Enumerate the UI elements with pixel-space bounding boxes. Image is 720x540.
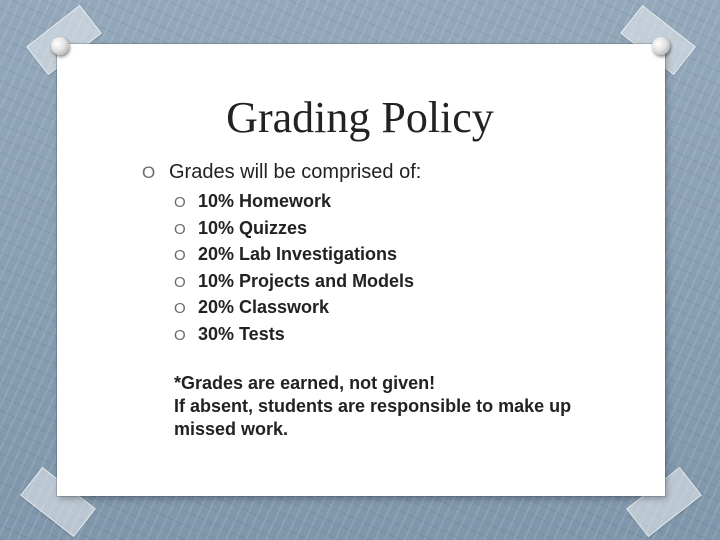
note-line-absent: If absent, students are responsible to make up missed work. [174,396,572,439]
bullet-icon: O [174,247,186,265]
grade-breakdown-list [174,188,414,348]
bullet-icon: O [174,220,186,238]
list-item-label: 10% Homework [198,191,332,211]
list-item-label: 10% Projects and Models [198,270,415,291]
lead-emphasis: Grades [169,161,235,183]
lead-bullet [142,161,421,184]
lead-text: will be comprised of: [234,161,422,183]
slide-title: Grading Policy [226,93,494,142]
list-item-label: 30% Tests [198,323,285,344]
bullet-icon: O [174,326,186,344]
note-line-earned: *Grades are earned, not given! [174,373,436,393]
list-item-label: 10% Quizzes [198,217,308,238]
list-item [174,268,414,295]
note-block [174,372,614,441]
bullet-icon: O [174,300,186,318]
pushpin-left-icon [51,37,69,55]
bullet-icon: O [174,273,186,291]
list-item [174,188,414,215]
list-item-label: 20% Classwork [198,297,330,318]
list-item [174,321,414,348]
list-item-label: 20% Lab Investigations [198,244,398,265]
list-item [174,241,414,268]
pushpin-right-icon [652,37,670,55]
list-item [174,294,414,321]
bullet-icon: O [142,163,156,182]
list-item [174,215,414,242]
bullet-icon: O [174,194,186,211]
